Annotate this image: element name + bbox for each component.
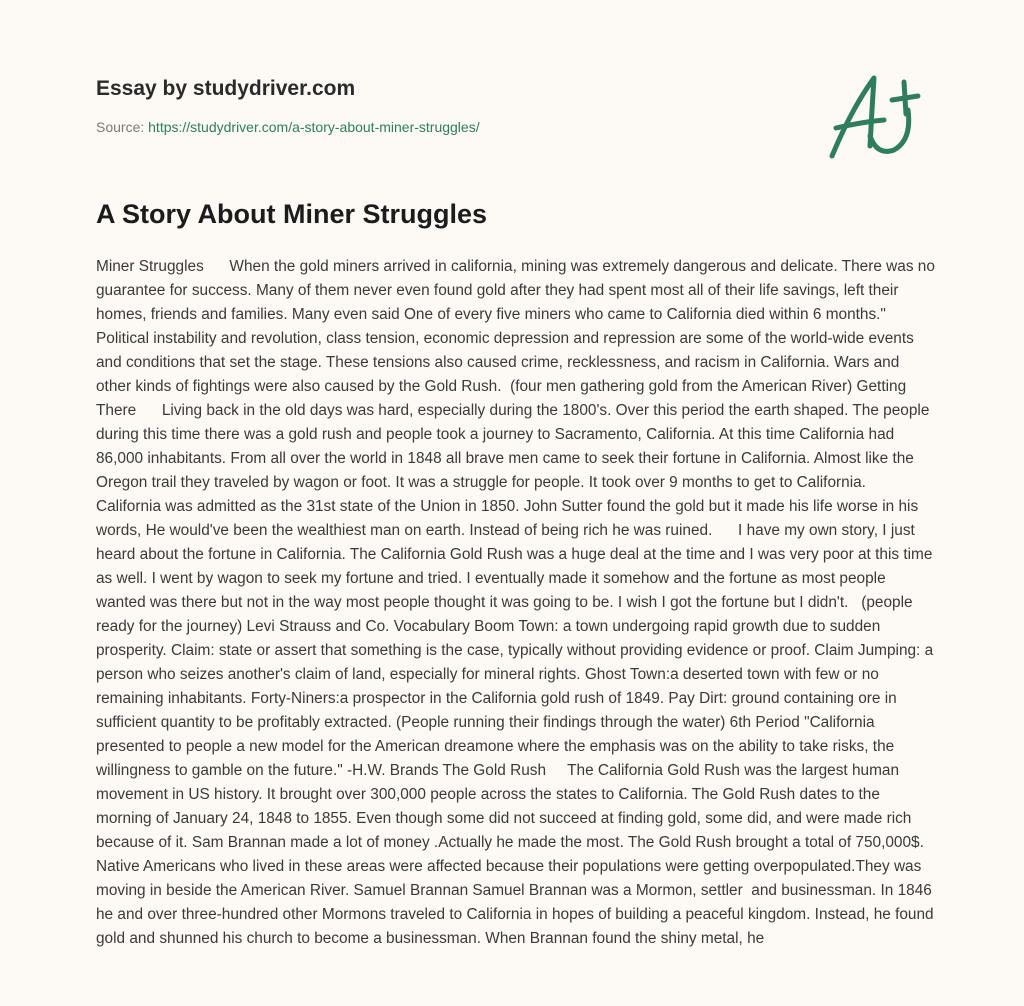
document-title: A Story About Miner Struggles: [96, 199, 488, 229]
essay-body: Miner Struggles When the gold miners arrived in california, mining was extremely dangerous and delicate. There was no guarantee for success. Many of them never even found gold after they had spent most all of their life savings, left their homes, friends and families. Many even said One of every five miners who came to California died within 6 months." Political instability and revolution, class tension, economic depression and repression are some of the world-wide events and conditions that set the stage. These tensions also caused crime, recklessness, and racism in California. Wars and other kinds of fightings were also caused by the Gold Rush. (four men gathering gold from the American River) Getting There Living back in the old days was hard, especially during the 1800's. Over this period the earth shaped. The people during this time there was a gold rush and people took a journey to Sacramento, California. At this time California had 86,000 inhabitants. From all over the world in 1848 all brave men came to seek their fortune in California. Almost like the Oregon trail they traveled by wagon or foot. It was a struggle for people. It took over 9 months to get to California. California was admitted as the 31st state of the Union in 1850. John Sutter found the gold but it made his life worse in his words, He would've been the wealthiest man on earth. Instead of being rich he was ruined. I have my own story, I just heard about the fortune in California. The California Gold Rush was a huge deal at the time and I was very poor at this time as well. I went by wagon to seek my fortune and tried. I eventually made it somehow and the fortune as most people wanted was there but not in the way most people thought it was going to be. I wish I got the fortune but I didn't. (people ready for the journey) Levi Strauss and Co. Vocabulary Boom Town: a town undergoing rapid growth due to sudden prosperity. Claim: state or assert that something is the case, typically without providing evidence or proof. Claim Jumping: a person who seizes another's claim of land, especially for mineral rights. Ghost Town:a deserted town with few or no remaining inhabitants. Forty-Niners:a prospector in the California gold rush of 1849. Pay Dirt: ground containing ore in sufficient quantity to be profitably extracted. (People running their findings through the water) 6th Period "California presented to people a new model for the American dreamone where the emphasis was on the ability to take risks, the willingness to gamble on the future." -H.W. Brands The Gold Rush The California Gold Rush was the largest human movement in US history. It brought over 300,000 people across the states to California. The Gold Rush dates to the morning of January 24, 1848 to 1855. Even though some did not succeed at finding gold, some did, and were made rich because of it. Sam Brannan made a lot of money .Actually he made the most. The Gold Rush brought a total of 750,000$. Native Americans who lived in these areas were affected because their populations were getting overpopulated.They was moving in beside the American River. Samuel Brannan Samuel Brannan was a Mormon, settler and businessman. In 1846 he and over three-hundred other Mormons traveled to California in hopes of building a peaceful kingdom. Instead, he found gold and shunned his church to become a businessman. When Brannan found the shiny metal, he: [96, 258, 940, 947]
page-header: [96, 76, 480, 136]
a-plus-grade-icon: [822, 68, 932, 168]
source-label: Source:: [96, 119, 145, 135]
site-title: Essay by studydriver.com: [96, 77, 356, 100]
source-link[interactable]: https://studydriver.com/a-story-about-miner-struggles/: [148, 119, 480, 135]
source-line: [96, 118, 480, 136]
